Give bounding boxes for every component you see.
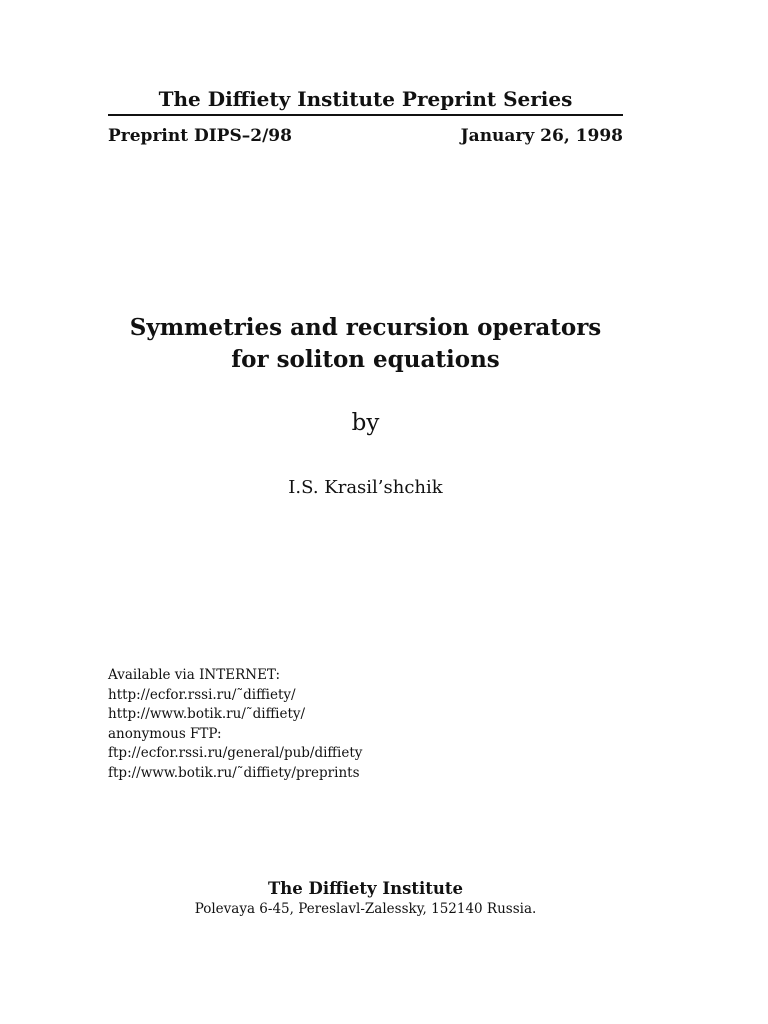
paper-title-line-2: for soliton equations [231,346,500,373]
institute-name: The Diffiety Institute [268,879,463,898]
preprint-date: January 26, 1998 [460,126,623,146]
internet-link[interactable]: http://www.botik.ru/˜diffiety/ [108,706,306,722]
ftp-link[interactable]: ftp://www.botik.ru/˜diffiety/preprints [108,764,360,781]
ftp-link[interactable]: ftp://ecfor.rssi.ru/general/pub/diffiety [108,745,363,761]
availability-block [108,666,362,783]
preprint-number: Preprint DIPS–2/98 [108,126,292,146]
by-line: by [351,410,380,436]
internet-link[interactable]: http://ecfor.rssi.ru/˜diffiety/ [108,686,296,703]
paper-title-line-1: Symmetries and recursion operators [129,314,602,341]
ftp-label: anonymous FTP: [108,725,222,742]
series-title: The Diffiety Institute Preprint Series [158,87,573,111]
author-name: I.S. Krasil’shchik [288,477,443,498]
internet-label: Available via INTERNET: [108,667,280,683]
paper-title [108,312,623,376]
institute-address: Polevaya 6-45, Pereslavl-Zalessky, 152140 Russia. [194,901,537,917]
header-rule [108,114,623,116]
institute-footer [108,878,623,919]
preprint-info-row [108,124,623,148]
